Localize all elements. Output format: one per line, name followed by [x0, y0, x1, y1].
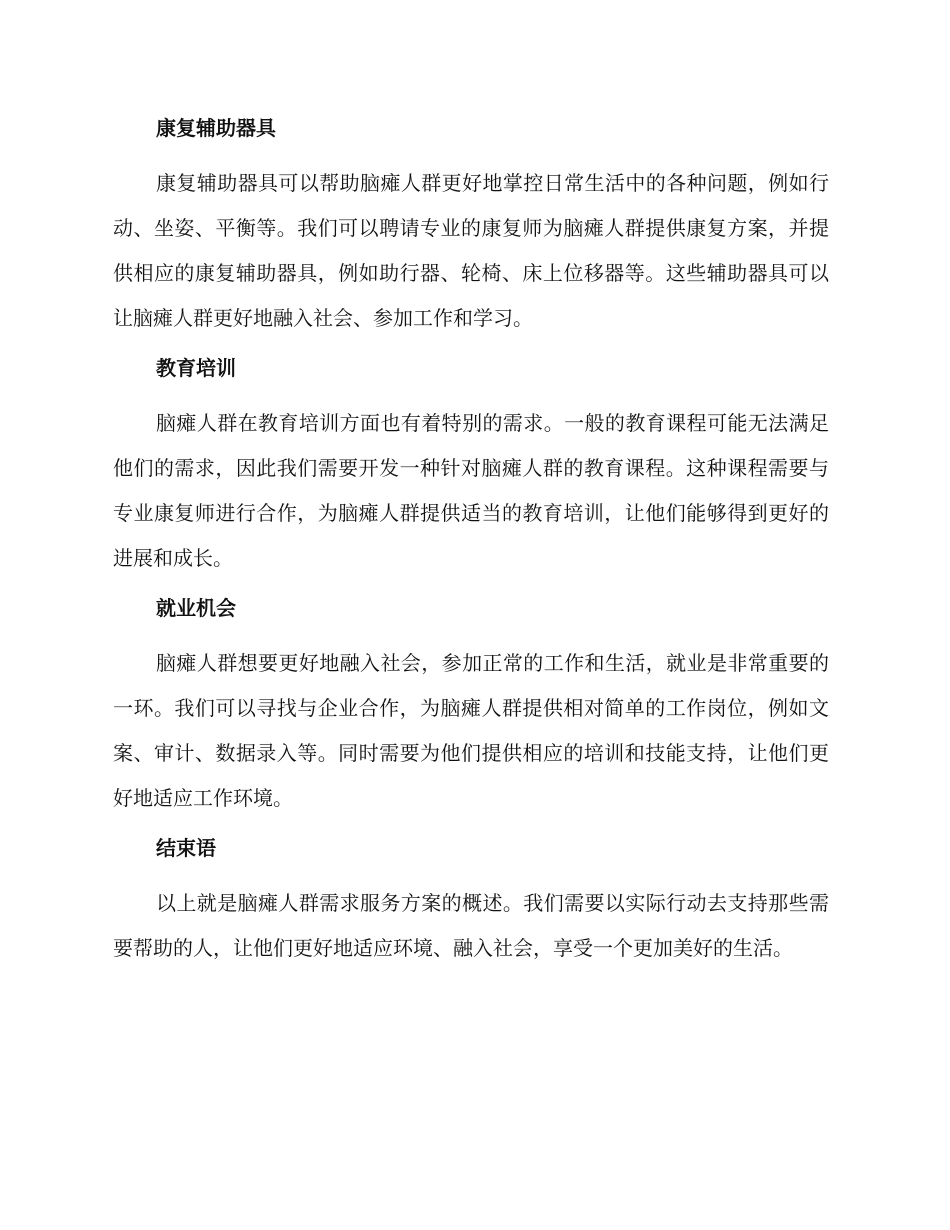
- section-paragraph: 康复辅助器具可以帮助脑瘫人群更好地掌控日常生活中的各种问题，例如行动、坐姿、平衡等。我们可以聘请专业的康复师为脑瘫人群提供康复方案，并提供相应的康复辅助器具，例如助行器、轮椅、床上位移器等。这些辅助器具可以让脑瘫人群更好地融入社会、参加工作和学习。: [113, 171, 829, 330]
- section-heading: 康复辅助器具: [156, 116, 276, 140]
- section-heading: 教育培训: [156, 356, 236, 380]
- section-employment: [113, 588, 829, 821]
- section-paragraph: 以上就是脑瘫人群需求服务方案的概述。我们需要以实际行动去支持那些需要帮助的人，让他们更好地适应环境、融入社会，享受一个更加美好的生活。: [113, 891, 829, 960]
- section-conclusion: [113, 828, 829, 971]
- document-page: [113, 108, 829, 978]
- section-rehab-aids: [113, 108, 829, 341]
- section-heading: 结束语: [156, 836, 216, 860]
- section-paragraph: 脑瘫人群在教育培训方面也有着特别的需求。一般的教育课程可能无法满足他们的需求，因此我们需要开发一种针对脑瘫人群的教育课程。这种课程需要与专业康复师进行合作，为脑瘫人群提供适当的教育培训，让他们能够得到更好的进展和成长。: [113, 411, 829, 570]
- section-heading: 就业机会: [156, 596, 236, 620]
- section-paragraph: 脑瘫人群想要更好地融入社会，参加正常的工作和生活，就业是非常重要的一环。我们可以寻找与企业合作，为脑瘫人群提供相对简单的工作岗位，例如文案、审计、数据录入等。同时需要为他们提供相应的培训和技能支持，让他们更好地适应工作环境。: [113, 651, 829, 810]
- section-education: [113, 348, 829, 581]
